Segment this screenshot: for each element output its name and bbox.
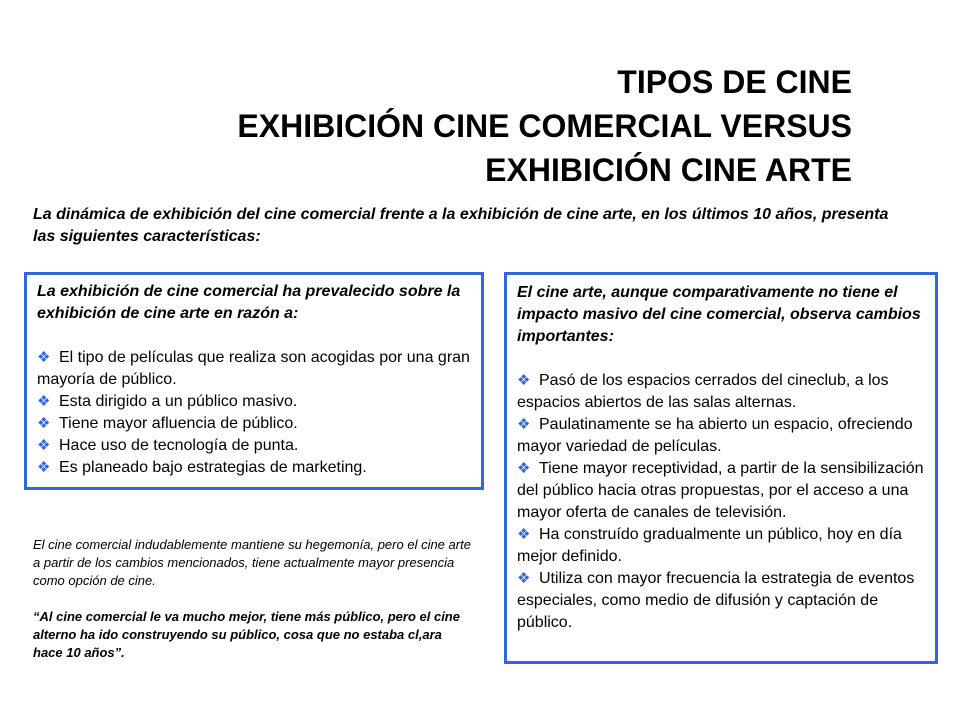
list-item xyxy=(37,435,471,457)
list-item xyxy=(517,568,925,634)
list-item xyxy=(517,524,925,568)
list-item xyxy=(37,347,471,391)
art-box-heading: El cine arte, aunque comparativamente no tiene el impacto masivo del cine comercial, observa cambios importantes: xyxy=(517,284,921,345)
conclusion-text: El cine comercial indudablemente mantiene su hegemonía, pero el cine arte a partir de los cambios mencionados, tiene actualmente mayor presencia como opción de cine. xyxy=(33,537,471,588)
list-item-text: El tipo de películas que realiza son acogidas por una gran mayoría de público. xyxy=(37,349,470,388)
list-item-text: Tiene mayor afluencia de público. xyxy=(59,415,298,432)
diamond-bullet-icon: ❖ xyxy=(37,393,51,410)
list-item xyxy=(517,414,925,458)
title-line-2: EXHIBICIÓN CINE COMERCIAL VERSUS xyxy=(237,108,852,144)
diamond-bullet-icon: ❖ xyxy=(37,437,51,454)
list-item xyxy=(37,457,471,479)
list-item xyxy=(37,391,471,413)
conclusion-quote: “Al cine comercial le va mucho mejor, tiene más público, pero el cine alterno ha ido construyendo su público, cosa que no estaba cl,ara hace 10 años”. xyxy=(33,609,460,660)
commercial-bullet-list xyxy=(37,347,471,479)
title-line-3: EXHIBICIÓN CINE ARTE xyxy=(485,152,852,188)
list-item xyxy=(37,413,471,435)
diamond-bullet-icon: ❖ xyxy=(517,526,531,543)
list-item xyxy=(517,370,925,414)
title-line-1: TIPOS DE CINE xyxy=(617,64,852,100)
list-item-text: Ha construído gradualmente un público, hoy en día mejor definido. xyxy=(517,526,902,565)
diamond-bullet-icon: ❖ xyxy=(37,349,51,366)
list-item-text: Tiene mayor receptividad, a partir de la sensibilización del público hacia otras propuestas, por el acceso a una mayor oferta de canales de televisión. xyxy=(517,460,924,521)
list-item-text: Utiliza con mayor frecuencia la estrategia de eventos especiales, como medio de difusión y captación de público. xyxy=(517,570,915,631)
list-item-text: Esta dirigido a un público masivo. xyxy=(59,393,298,410)
commercial-cinema-box xyxy=(24,272,484,490)
list-item-text: Es planeado bajo estrategias de marketing. xyxy=(59,459,367,476)
slide-title xyxy=(92,60,852,192)
list-item-text: Hace uso de tecnología de punta. xyxy=(59,437,299,454)
list-item-text: Pasó de los espacios cerrados del cineclub, a los espacios abiertos de las salas alternas. xyxy=(517,372,889,411)
diamond-bullet-icon: ❖ xyxy=(517,416,531,433)
diamond-bullet-icon: ❖ xyxy=(517,372,531,389)
diamond-bullet-icon: ❖ xyxy=(37,459,51,476)
list-item-text: Paulatinamente se ha abierto un espacio, ofreciendo mayor variedad de películas. xyxy=(517,416,913,455)
diamond-bullet-icon: ❖ xyxy=(517,460,531,477)
list-item xyxy=(517,458,925,524)
art-cinema-box xyxy=(504,272,938,664)
commercial-box-heading: La exhibición de cine comercial ha prevalecido sobre la exhibición de cine arte en razón a: xyxy=(37,283,461,322)
diamond-bullet-icon: ❖ xyxy=(517,570,531,587)
intro-text: La dinámica de exhibición del cine comercial frente a la exhibición de cine arte, en los últimos 10 años, presenta las siguientes características: xyxy=(33,206,889,245)
art-bullet-list xyxy=(517,370,925,634)
conclusion-note xyxy=(33,536,473,662)
diamond-bullet-icon: ❖ xyxy=(37,415,51,432)
